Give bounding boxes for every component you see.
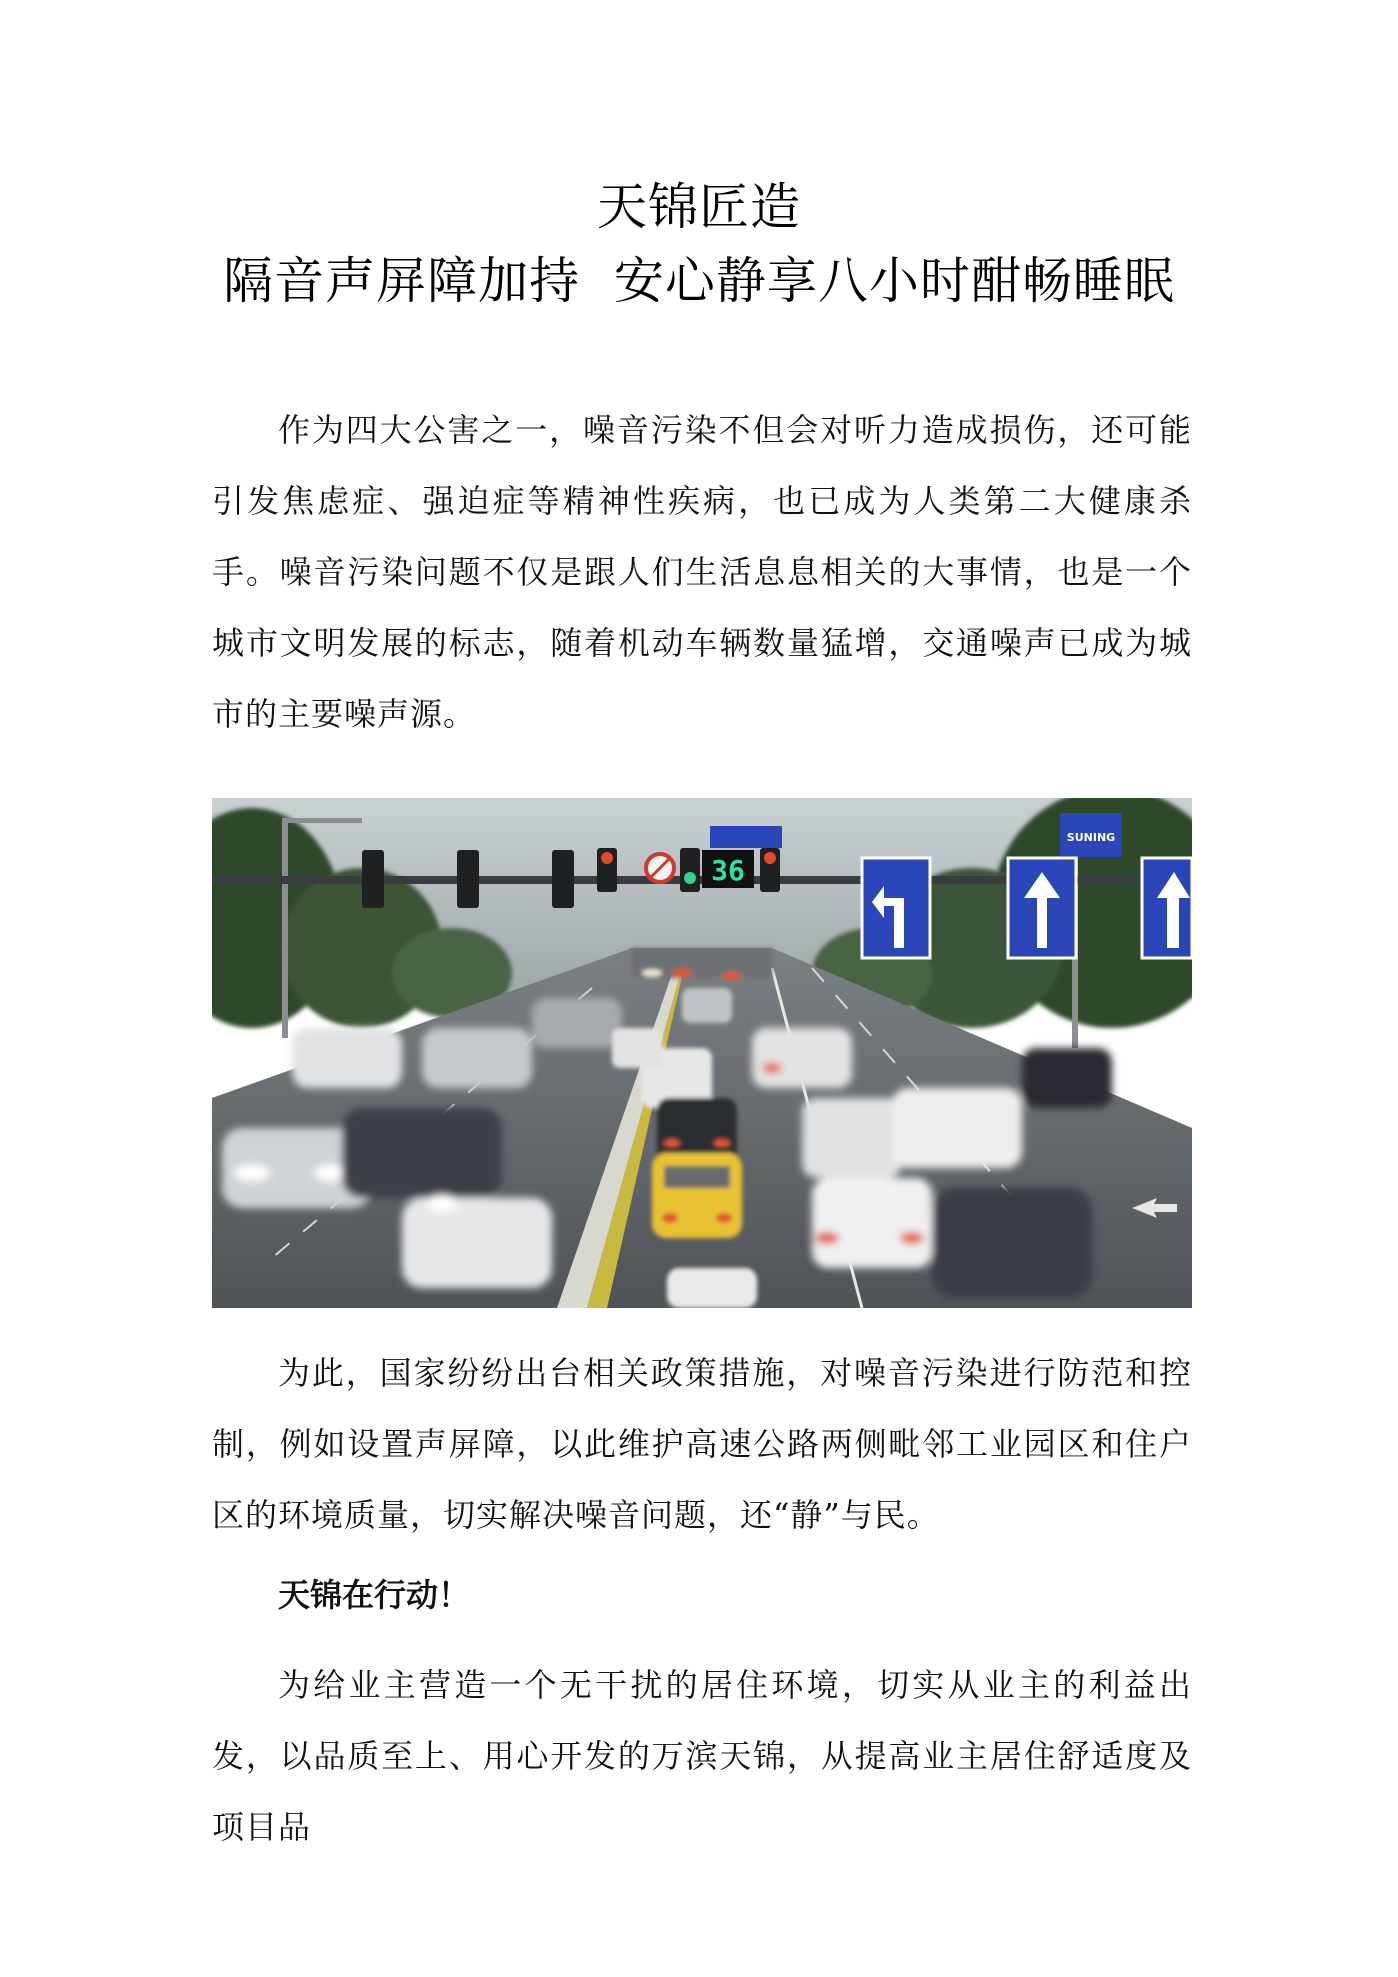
direction-signs xyxy=(862,858,1192,958)
paragraph-policy: 为此，国家纷纷出台相关政策措施，对噪音污染进行防范和控制，例如设置声屏障，以此维护高速公路两侧毗邻工业园区和住户区的环境质量，切实解决噪音问题，还“静”与民。 xyxy=(212,1354,1192,1534)
title-line-1: 天锦匠造 xyxy=(597,178,801,236)
paragraph-intro: 作为四大公害之一，噪音污染不但会对听力造成损伤，还可能引发焦虑症、强迫症等精神性疾病，也已成为人类第二大健康杀手。噪音污染问题不仅是跟人们生活息息相关的大事情，也是一个城市文明发展的标志，随着机动车辆数量猛增，交通噪声已成为城市的主要噪声源。 xyxy=(212,411,1192,733)
countdown-timer: 36 xyxy=(711,854,745,887)
distant-cars xyxy=(632,948,772,980)
title-line-2: 隔音声屏障加持 安心静享八小时酣畅睡眠 xyxy=(223,252,1175,310)
yellow-taxi xyxy=(652,1153,742,1238)
paragraph-action: 为给业主营造一个无干扰的居住环境，切实从业主的利益出发，以品质至上、用心开发的万滨天锦，从提高业主居住舒适度及项目品 xyxy=(212,1666,1192,1846)
traffic-photo xyxy=(212,798,1192,1308)
store-sign-text: SUNING xyxy=(1066,831,1116,844)
section-heading: 天锦在行动！ xyxy=(278,1576,471,1614)
